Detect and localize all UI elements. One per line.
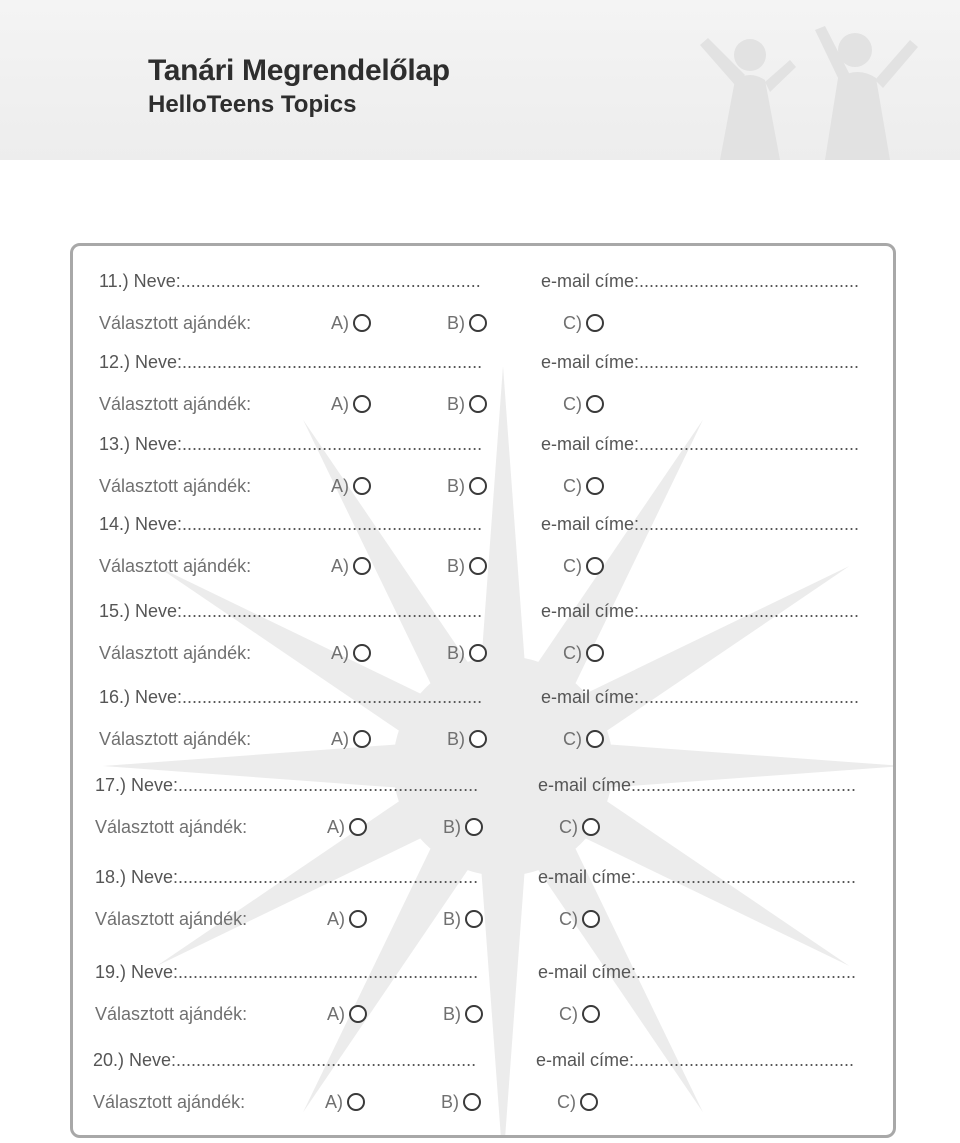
option-b[interactable]: B) <box>443 815 483 839</box>
email-field[interactable]: e-mail címe:............................................ <box>538 775 857 795</box>
gift-label: Választott ajándék: <box>95 1004 248 1024</box>
option-b[interactable]: B) <box>441 1090 481 1114</box>
form-entry <box>73 599 896 689</box>
option-a[interactable]: A) <box>325 1090 365 1114</box>
option-a-radio[interactable] <box>353 730 371 748</box>
option-c[interactable]: C) <box>563 311 604 335</box>
dancing-figures-watermark <box>680 20 940 160</box>
form-entry <box>73 685 896 775</box>
option-c[interactable]: C) <box>563 554 604 578</box>
option-b[interactable]: B) <box>447 554 487 578</box>
form-entry <box>73 432 896 522</box>
option-c[interactable]: C) <box>559 815 600 839</box>
name-field[interactable]: 17.) Neve:............................................................ <box>95 775 479 795</box>
gift-label: Választott ajándék: <box>93 1092 246 1112</box>
option-a-radio[interactable] <box>349 818 367 836</box>
page-title: Tanári Megrendelőlap <box>148 54 450 87</box>
option-b-radio[interactable] <box>465 910 483 928</box>
option-a[interactable]: A) <box>331 311 371 335</box>
option-c[interactable]: C) <box>559 907 600 931</box>
order-form-frame <box>70 243 896 1138</box>
name-field[interactable]: 11.) Neve:............................................................ <box>99 271 481 291</box>
form-entry <box>73 350 896 440</box>
option-a[interactable]: A) <box>331 474 371 498</box>
form-entry <box>73 773 896 863</box>
name-field[interactable]: 14.) Neve:............................................................ <box>99 514 483 534</box>
gift-label: Választott ajándék: <box>99 476 252 496</box>
option-c-radio[interactable] <box>586 395 604 413</box>
option-c-radio[interactable] <box>586 730 604 748</box>
option-c-radio[interactable] <box>582 818 600 836</box>
page-subtitle: HelloTeens Topics <box>148 91 357 118</box>
option-a[interactable]: A) <box>327 815 367 839</box>
option-a-radio[interactable] <box>353 477 371 495</box>
gift-label: Választott ajándék: <box>99 394 252 414</box>
form-entry <box>73 960 896 1050</box>
option-c-radio[interactable] <box>586 477 604 495</box>
gift-label: Választott ajándék: <box>99 729 252 749</box>
option-c-radio[interactable] <box>586 644 604 662</box>
form-entry <box>73 269 896 359</box>
gift-label: Választott ajándék: <box>95 909 248 929</box>
option-b-radio[interactable] <box>469 314 487 332</box>
name-field[interactable]: 12.) Neve:............................................................ <box>99 352 483 372</box>
option-b[interactable]: B) <box>447 311 487 335</box>
option-b-radio[interactable] <box>463 1093 481 1111</box>
email-field[interactable]: e-mail címe:............................................ <box>541 601 860 621</box>
option-c[interactable]: C) <box>563 641 604 665</box>
email-field[interactable]: e-mail címe:............................................ <box>541 352 860 372</box>
option-b[interactable]: B) <box>447 392 487 416</box>
name-field[interactable]: 16.) Neve:............................................................ <box>99 687 483 707</box>
option-b[interactable]: B) <box>443 907 483 931</box>
option-c-radio[interactable] <box>586 557 604 575</box>
option-c[interactable]: C) <box>563 727 604 751</box>
email-field[interactable]: e-mail címe:............................................ <box>541 687 860 707</box>
option-a-radio[interactable] <box>349 1005 367 1023</box>
email-field[interactable]: e-mail címe:............................................ <box>541 514 860 534</box>
option-c[interactable]: C) <box>559 1002 600 1026</box>
email-field[interactable]: e-mail címe:............................................ <box>541 271 860 291</box>
option-a[interactable]: A) <box>327 907 367 931</box>
option-b-radio[interactable] <box>469 644 487 662</box>
option-a[interactable]: A) <box>331 727 371 751</box>
email-field[interactable]: e-mail címe:............................................ <box>538 867 857 887</box>
option-b-radio[interactable] <box>469 477 487 495</box>
option-c-radio[interactable] <box>582 1005 600 1023</box>
email-field[interactable]: e-mail címe:............................................ <box>536 1050 855 1070</box>
option-b-radio[interactable] <box>469 395 487 413</box>
option-c-radio[interactable] <box>582 910 600 928</box>
option-b-radio[interactable] <box>469 557 487 575</box>
option-a-radio[interactable] <box>353 557 371 575</box>
name-field[interactable]: 19.) Neve:............................................................ <box>95 962 479 982</box>
email-field[interactable]: e-mail címe:............................................ <box>538 962 857 982</box>
option-a-radio[interactable] <box>349 910 367 928</box>
option-a[interactable]: A) <box>331 392 371 416</box>
option-c-radio[interactable] <box>580 1093 598 1111</box>
option-c[interactable]: C) <box>563 392 604 416</box>
option-a[interactable]: A) <box>327 1002 367 1026</box>
name-field[interactable]: 13.) Neve:............................................................ <box>99 434 483 454</box>
option-b-radio[interactable] <box>465 818 483 836</box>
form-entry <box>73 865 896 955</box>
option-c[interactable]: C) <box>557 1090 598 1114</box>
option-c[interactable]: C) <box>563 474 604 498</box>
form-entry <box>73 512 896 602</box>
gift-label: Választott ajándék: <box>99 556 252 576</box>
option-a-radio[interactable] <box>353 314 371 332</box>
option-a-radio[interactable] <box>353 644 371 662</box>
gift-label: Választott ajándék: <box>95 817 248 837</box>
gift-label: Választott ajándék: <box>99 313 252 333</box>
name-field[interactable]: 20.) Neve:............................................................ <box>93 1050 477 1070</box>
option-b[interactable]: B) <box>443 1002 483 1026</box>
option-b-radio[interactable] <box>469 730 487 748</box>
option-b-radio[interactable] <box>465 1005 483 1023</box>
form-entry <box>73 1048 896 1138</box>
option-b[interactable]: B) <box>447 727 487 751</box>
option-b[interactable]: B) <box>447 474 487 498</box>
option-a-radio[interactable] <box>353 395 371 413</box>
name-field[interactable]: 15.) Neve:............................................................ <box>99 601 483 621</box>
gift-label: Választott ajándék: <box>99 643 252 663</box>
header-band <box>0 0 960 160</box>
option-b[interactable]: B) <box>447 641 487 665</box>
email-field[interactable]: e-mail címe:............................................ <box>541 434 860 454</box>
option-c-radio[interactable] <box>586 314 604 332</box>
option-a[interactable]: A) <box>331 554 371 578</box>
option-a[interactable]: A) <box>331 641 371 665</box>
option-a-radio[interactable] <box>347 1093 365 1111</box>
name-field[interactable]: 18.) Neve:............................................................ <box>95 867 479 887</box>
